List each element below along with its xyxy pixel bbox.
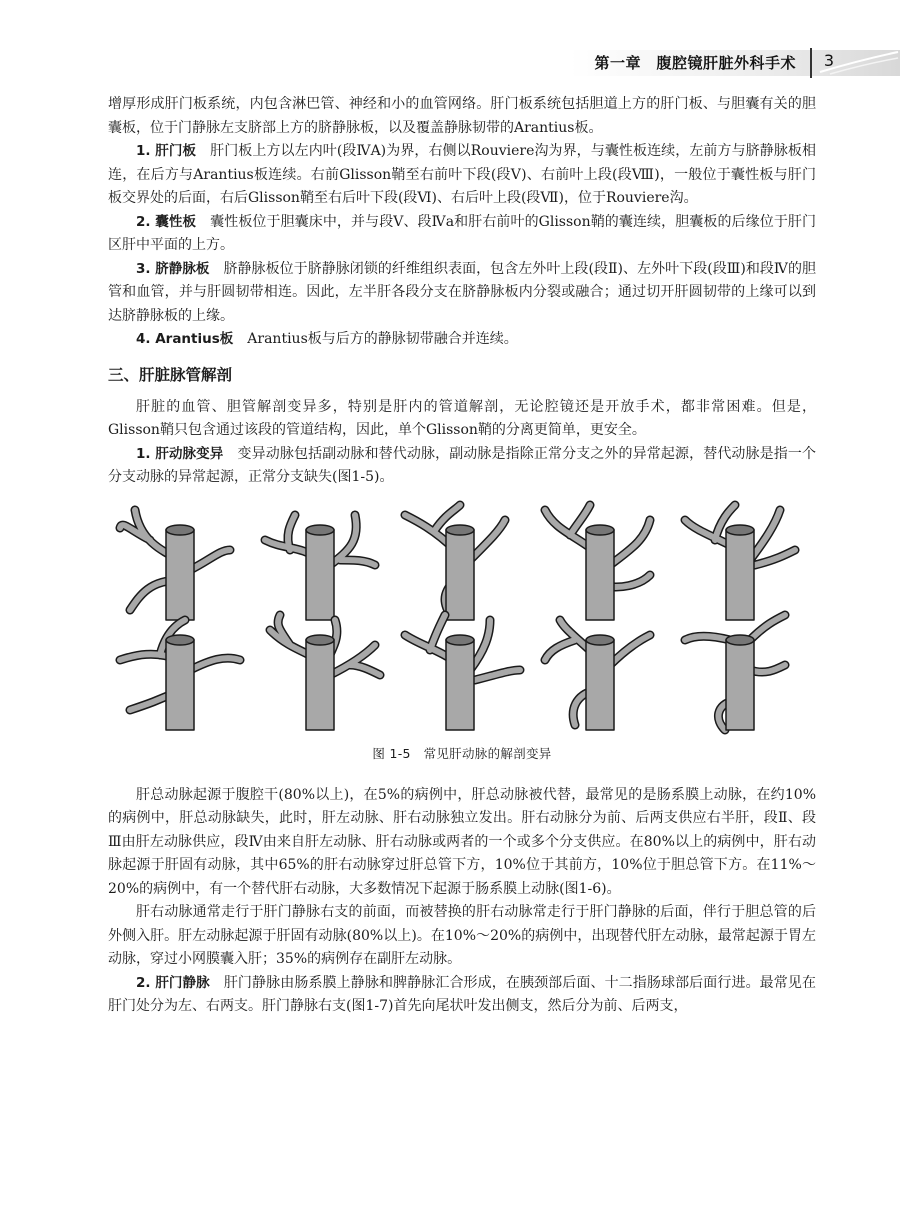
paragraph-hepatic-artery-variation [108, 443, 816, 490]
artery-variant-2 [265, 515, 375, 620]
page-number: 3 [823, 51, 834, 70]
text-arantius-plate: Arantius板与后方的静脉韧带融合并连续。 [247, 331, 518, 347]
artery-variant-6 [120, 620, 240, 730]
text-cystic-plate: 囊性板位于胆囊床中，并与段Ⅴ、段Ⅳa和肝右前叶的Glisson鞘的囊连续，胆囊板的后缘位于肝门区肝中平面的上方。 [108, 213, 816, 253]
heading-arantius-plate: 4. Arantius板 [136, 331, 234, 347]
paragraph-hilar-plate [108, 140, 816, 211]
paragraph-common-hepatic-artery: 肝总动脉起源于腹腔干(80%以上)，在5%的病例中，肝总动脉被代替，最常见的是肠系膜上动脉，在约10%的病例中，肝总动脉缺失，此时，肝左动脉、肝右动脉独立发出。肝右动脉分为前、后两支供应右半肝，段Ⅱ、段Ⅲ由肝左动脉供应，段Ⅳ由来自肝左动脉、肝右动脉或两者的一个或多个分支供应。在80%以上的病例中，肝右动脉起源于肝固有动脉，其中65%的肝右动脉穿过肝总管下方，10%位于其前方，10%位于胆总管下方。在11%～20%的病例中，有一个替代肝右动脉，大多数情况下起源于肠系膜上动脉(图1-6)。 [108, 786, 816, 897]
heading-cystic-plate: 2. 囊性板 [136, 213, 197, 230]
figure-hepatic-artery-variations [108, 500, 816, 740]
artery-variant-4 [545, 505, 650, 620]
paragraph-portal-vein [108, 972, 816, 1019]
chapter-title: 第一章 腹腔镜肝脏外科手术 [594, 54, 796, 72]
text-umbilical-plate: 脐静脉板位于脐静脉闭锁的纤维组织表面，包含左外叶上段(段Ⅱ)、左外叶下段(段Ⅲ)和段Ⅳ的胆管和血管，并与肝圆韧带相连。因此，左半肝各段分支在脐静脉板内分裂或融合；通过切开肝圆韧带的上缘可以到达脐静脉板的上缘。 [108, 260, 816, 324]
text-hilar-plate: 肝门板上方以左内叶(段ⅣA)为界，右侧以Rouviere沟为界，与囊性板连续，左前方与脐静脉板相连，在后方与Arantius板连续。右前Glisson鞘至右前叶下段(段Ⅴ)、右前叶上段(段Ⅷ)，一般位于囊性板与肝门板交界处的后面，右后Glisson鞘至右后叶下段(段Ⅵ)、右后叶上段(段Ⅶ)，位于Rouviere沟。 [108, 143, 816, 206]
figure-caption: 图 1-5 常见肝动脉的解剖变异 [372, 745, 552, 761]
paragraph-arantius-plate [108, 328, 816, 352]
artery-variant-8 [405, 615, 520, 730]
section-title-vascular-anatomy: 三、肝脏脉管解剖 [108, 365, 233, 384]
artery-variant-3 [405, 505, 505, 620]
paragraph-cystic-plate [108, 211, 816, 258]
artery-variant-9 [545, 620, 650, 730]
artery-variant-5 [685, 505, 795, 620]
page-body [108, 93, 816, 1019]
header-separator [810, 48, 812, 78]
text-portal-vein: 肝门静脉由肠系膜上静脉和脾静脉汇合形成，在胰颈部后面、十二指肠球部后面行进。最常见在肝门处分为左、右两支。肝门静脉右支(图1-7)首先向尾状叶发出侧支，然后分为前、后两支， [108, 974, 816, 1014]
heading-portal-vein: 2. 肝门静脉 [136, 974, 210, 991]
text-hepatic-artery-variation: 变异动脉包括副动脉和替代动脉，副动脉是指除正常分支之外的异常起源，替代动脉是指一个分支动脉的异常起源，正常分支缺失(图1-5)。 [108, 445, 816, 485]
artery-variant-7 [270, 615, 380, 730]
artery-variant-1 [120, 510, 230, 620]
heading-hilar-plate: 1. 肝门板 [136, 143, 197, 159]
artery-variant-10 [685, 615, 785, 730]
heading-hepatic-artery-variation: 1. 肝动脉变异 [136, 445, 224, 462]
paragraph-right-hepatic-artery: 肝右动脉通常走行于肝门静脉右支的前面，而被替换的肝右动脉常走行于肝门静脉的后面，伴行于胆总管的后外侧入肝。肝左动脉起源于肝固有动脉(80%以上)。在10%～20%的病例中，出现替代肝左动脉，最常起源于胃左动脉，穿过小网膜囊入肝；35%的病例存在副肝左动脉。 [108, 904, 816, 967]
heading-umbilical-plate: 3. 脐静脉板 [136, 260, 210, 277]
hepatic-artery-variations-illustration [108, 500, 816, 740]
page-header [0, 42, 900, 82]
intro-paragraph: 增厚形成肝门板系统，内包含淋巴管、神经和小的血管网络。肝门板系统包括胆道上方的肝门板、与胆囊有关的胆囊板，位于门静脉左支脐部上方的脐静脉板，以及覆盖静脉韧带的Arantius板。 [108, 96, 816, 136]
paragraph-umbilical-plate [108, 258, 816, 329]
paragraph-vascular-intro: 肝脏的血管、胆管解剖变异多，特别是肝内的管道解剖，无论腔镜还是开放手术，都非常困难。但是，Glisson鞘只包含通过该段的管道结构，因此，单个Glisson鞘的分离更简单，更安全。 [108, 398, 816, 438]
